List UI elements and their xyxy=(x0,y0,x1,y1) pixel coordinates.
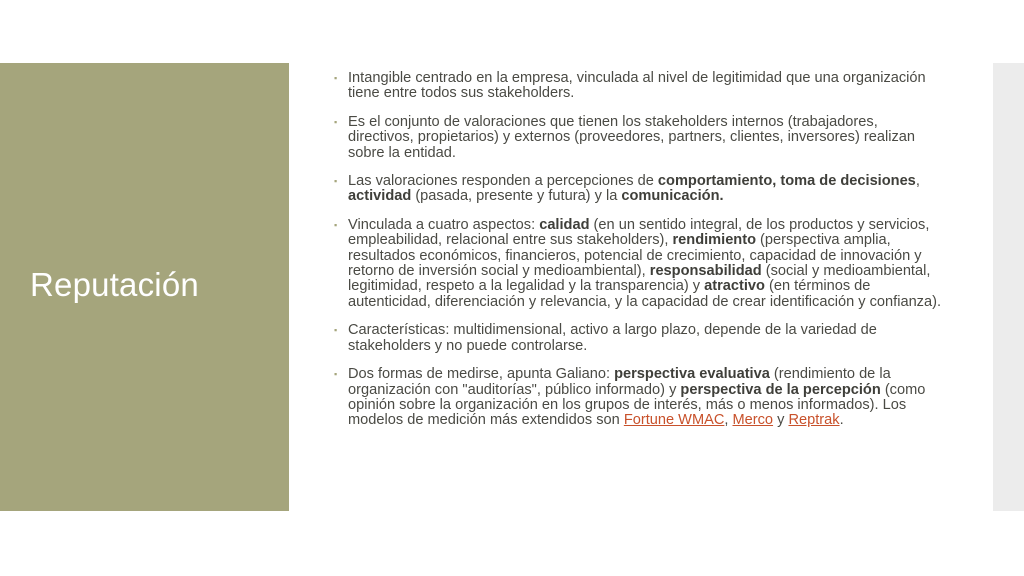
bullet-text: Es el conjunto de valoraciones que tienen los stakeholders internos (trabajadores, directivos, propietarios) y externos (proveedores, partners, clientes, inversores) realizan sobre la entidad. xyxy=(348,113,915,161)
bold-term: rendimiento xyxy=(672,232,756,249)
bullet-icon xyxy=(334,223,339,228)
bullet-text: Vinculada a cuatro aspectos: xyxy=(348,216,540,233)
bullet-icon xyxy=(334,120,339,125)
bullet-item-definition xyxy=(330,71,942,102)
bullet-text: (social y medioambiental, legitimidad, respeto a la legalidad y la transparencia) y xyxy=(348,263,931,295)
bullet-item-percepciones xyxy=(330,174,942,205)
bullet-text: (rendimiento de la organización con "auditorías", público informado) y xyxy=(348,366,891,398)
bold-term: perspectiva de la percepción xyxy=(680,381,881,398)
bullet-item-medicion xyxy=(330,367,942,429)
bullet-text: (pasada, presente y futura) y la xyxy=(411,188,622,205)
bullet-text: (como opinión sobre la organización en los grupos de interés, más o menos informados). Los modelos de medición más extendidos son xyxy=(348,381,926,429)
bullet-text: y xyxy=(773,412,789,429)
slide-title: Reputación xyxy=(30,266,199,303)
bullet-item-aspectos xyxy=(330,218,942,310)
bullet-text: Dos formas de medirse, apunta Galiano: xyxy=(348,366,615,383)
bold-term: responsabilidad xyxy=(649,263,762,280)
bullet-text: (en un sentido integral, de los productos y servicios, empleabilidad, relacional entre sus stakeholders), xyxy=(348,216,930,249)
bullet-icon xyxy=(334,372,339,377)
link-reptrak[interactable]: Reptrak xyxy=(788,412,840,429)
bold-term: calidad xyxy=(539,216,590,233)
bullet-item-caracteristicas xyxy=(330,323,942,354)
bullet-text: . xyxy=(839,412,844,429)
bold-term: comunicación. xyxy=(621,188,724,205)
link-merco[interactable]: Merco xyxy=(732,412,774,429)
bullet-text: Características: multidimensional, activo a largo plazo, depende de la variedad de stakeholders y no puede controlarse. xyxy=(348,322,877,354)
bullet-icon xyxy=(334,328,339,333)
bullet-text: , xyxy=(915,173,920,190)
bullet-icon xyxy=(334,76,339,81)
bullet-list xyxy=(330,71,942,442)
bold-term: atractivo xyxy=(704,278,765,295)
side-strip xyxy=(993,63,1024,511)
bullet-icon xyxy=(334,179,339,184)
bold-term: actividad xyxy=(348,188,412,205)
bold-term: comportamiento, toma de decisiones xyxy=(657,173,916,190)
bullet-text: Las valoraciones responden a percepciones de xyxy=(348,173,658,190)
bullet-text: , xyxy=(724,412,733,429)
bold-term: perspectiva evaluativa xyxy=(614,366,770,383)
bullet-item-valoraciones xyxy=(330,115,942,161)
link-fortune-wmac[interactable]: Fortune WMAC xyxy=(623,412,725,429)
bullet-text: (en términos de autenticidad, diferenciación y relevancia, y la capacidad de crear identificación y confianza). xyxy=(348,278,942,310)
bullet-text: Intangible centrado en la empresa, vinculada al nivel de legitimidad que una organización tiene entre todos sus stakeholders. xyxy=(348,70,926,102)
bullet-text: (perspectiva amplia, resultados económicos, financieros, potencial de crecimiento, capacidad de innovación y retorno de inversión social y medioambiental), xyxy=(348,232,922,280)
